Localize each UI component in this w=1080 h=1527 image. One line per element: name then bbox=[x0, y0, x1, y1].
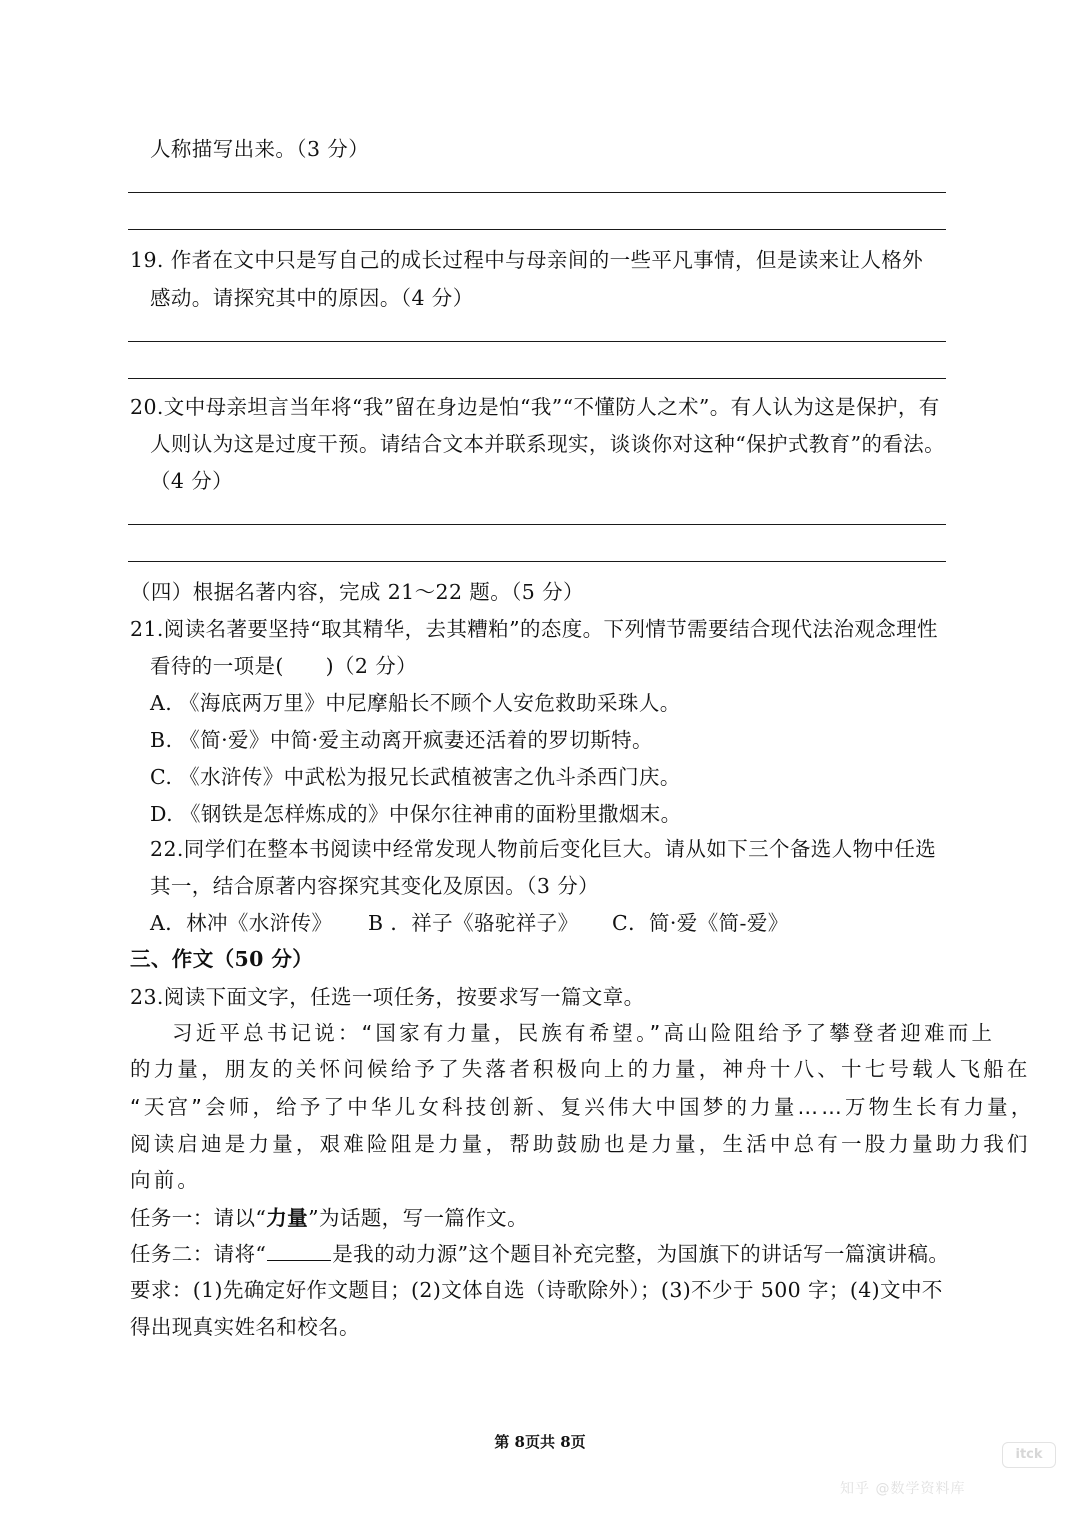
q22-option-b: B ．祥子《骆驼祥子》 bbox=[368, 911, 579, 935]
q19-line2: 感动。请探究其中的原因。（4 分） bbox=[150, 286, 474, 310]
q23-requirements-line1: 要求：(1)先确定好作文题目；(2)文体自选（诗歌除外）；(3)不少于 500 字；(4)文中不 bbox=[130, 1278, 943, 1302]
answer-line bbox=[128, 341, 946, 342]
q21-line2: 看待的一项是( )（2 分） bbox=[150, 654, 418, 678]
q23-intro: 23.阅读下面文字，任选一项任务，按要求写一篇文章。 bbox=[130, 985, 645, 1009]
q23-task-2 bbox=[130, 1239, 949, 1269]
q23-requirements-line2: 得出现真实姓名和校名。 bbox=[130, 1315, 360, 1339]
q22-line1: 22.同学们在整本书阅读中经常发现人物前后变化巨大。请从如下三个备选人物中任选 bbox=[150, 837, 937, 861]
q21-option-a: A. 《海底两万里》中尼摩船长不顾个人安危救助采珠人。 bbox=[150, 691, 681, 715]
task1-suffix: ”为话题，写一篇作文。 bbox=[308, 1206, 528, 1230]
answer-line bbox=[128, 229, 946, 230]
q23-passage-line5: 向前。 bbox=[130, 1168, 202, 1192]
section-3-heading: 三、作文（50 分） bbox=[130, 947, 314, 971]
answer-line bbox=[128, 524, 946, 525]
q20-line2: 人则认为这是过度干预。请结合文本并联系现实，谈谈你对这种“保护式教育”的看法。 bbox=[150, 432, 946, 456]
q21-option-d: D. 《钢铁是怎样炼成的》中保尔往神甫的面粉里撒烟末。 bbox=[150, 802, 682, 826]
q20-line1: 20.文中母亲坦言当年将“我”留在身边是怕“我”“不懂防人之术”。有人认为这是保护，有 bbox=[130, 395, 940, 419]
page-footer: 第 8页共 8页 bbox=[494, 1433, 586, 1451]
q21-line1: 21.阅读名著要坚持“取其精华，去其糟粕”的态度。下列情节需要结合现代法治观念理性 bbox=[130, 617, 938, 641]
q21-option-b: B. 《简·爱》中简·爱主动离开疯妻还活着的罗切斯特。 bbox=[150, 728, 653, 752]
q18-tail: 人称描写出来。（3 分） bbox=[150, 137, 370, 161]
q21-option-c: C. 《水浒传》中武松为报兄长武植被害之仇斗杀西门庆。 bbox=[150, 765, 681, 789]
watermark-text: 知乎 @数学资料库 bbox=[840, 1481, 966, 1497]
q23-passage-line4: 阅读启迪是力量，艰难险阻是力量，帮助鼓励也是力量，生活中总有一股力量助力我们 bbox=[130, 1132, 1031, 1156]
q20-line3: （4 分） bbox=[150, 469, 234, 493]
q19-line1: 19. 作者在文中只是写自己的成长过程中与母亲间的一些平凡事情，但是读来让人格外 bbox=[130, 248, 924, 272]
q22-option-a: A．林冲《水浒传》 bbox=[150, 911, 333, 935]
watermark-badge: itck bbox=[1002, 1442, 1056, 1468]
task2-suffix: 是我的动力源”这个题目补充完整，为国旗下的讲话写一篇演讲稿。 bbox=[332, 1242, 950, 1266]
q23-passage-line1: 习近平总书记说：“国家有力量，民族有希望。”高山险阻给予了攀登者迎难而上 bbox=[172, 1021, 996, 1045]
q22-line2: 其一，结合原著内容探究其变化及原因。（3 分） bbox=[150, 874, 600, 898]
task2-prefix: 任务二：请将“ bbox=[130, 1242, 267, 1266]
answer-line bbox=[128, 192, 946, 193]
section-4-heading: （四）根据名著内容，完成 21～22 题。（5 分） bbox=[130, 580, 584, 604]
q22-option-c: C．简·爱《简-爱》 bbox=[612, 911, 789, 935]
q23-task-1 bbox=[130, 1203, 528, 1233]
q23-passage-line3: “天宫”会师，给予了中华儿女科技创新、复兴伟大中国梦的力量……万物生长有力量， bbox=[130, 1095, 1035, 1119]
answer-line bbox=[128, 378, 946, 379]
title-blank bbox=[267, 1240, 331, 1261]
task1-prefix: 任务一：请以“ bbox=[130, 1206, 267, 1230]
q23-passage-line2: 的力量，朋友的关怀问候给予了失落者积极向上的力量，神舟十八、十七号载人飞船在 bbox=[130, 1057, 1031, 1081]
task1-keyword: 力量 bbox=[266, 1206, 309, 1230]
answer-line bbox=[128, 561, 946, 562]
